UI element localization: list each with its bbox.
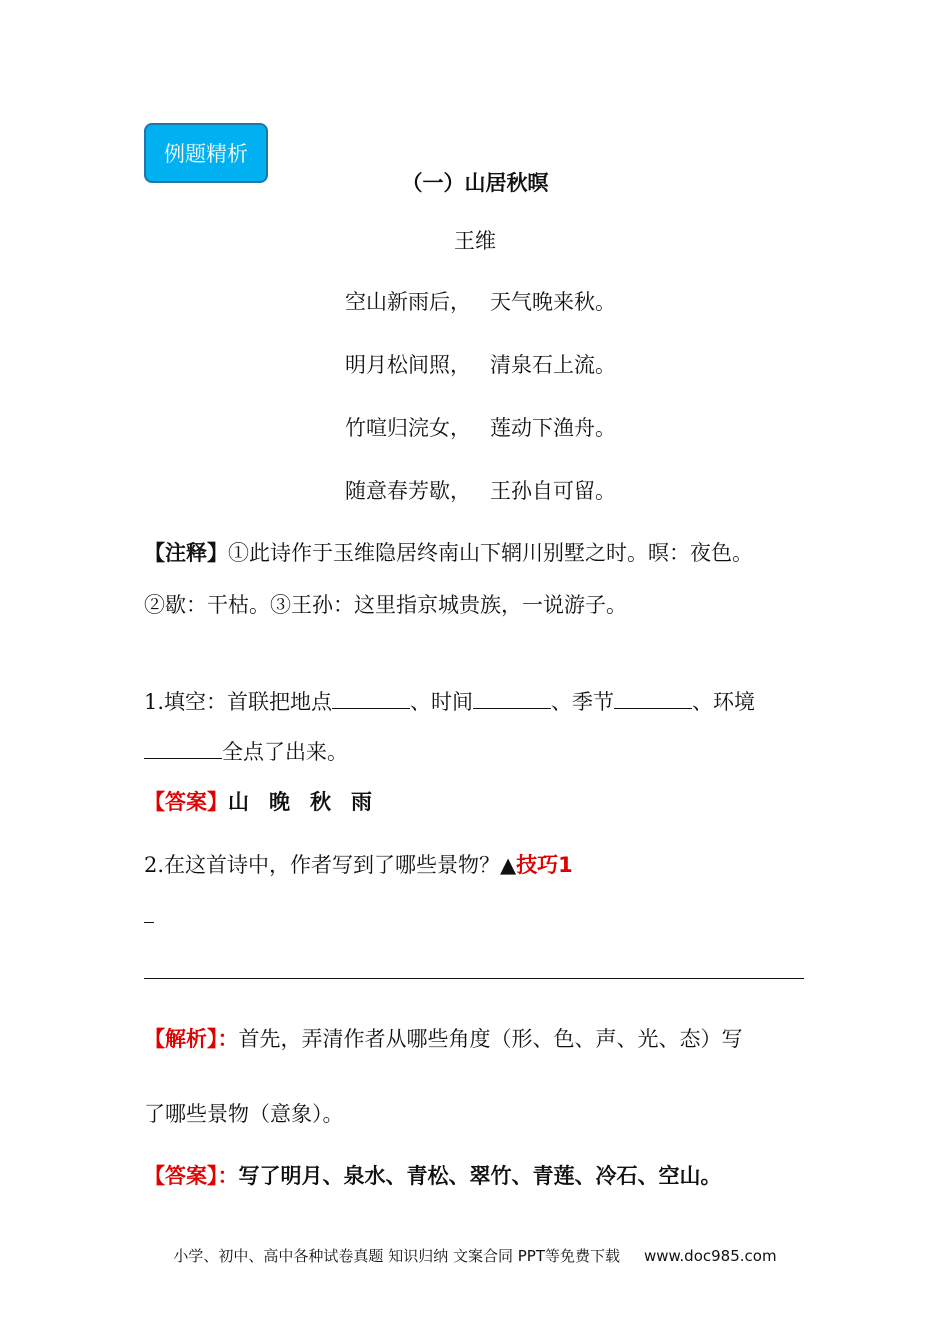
- answer-word: 晚: [269, 790, 290, 814]
- notes-line-2: ②歇：干枯。③王孙：这里指京城贵族，一说游子。: [144, 593, 627, 617]
- q2-analysis-line-2: 了哪些景物（意象）。: [144, 1102, 344, 1126]
- fill-blank-time[interactable]: [473, 690, 551, 709]
- q1-sep-3: 、环境: [692, 690, 756, 714]
- poem-line-first-half: 竹喧归浣女，: [345, 416, 471, 440]
- answer-label: 【答案】：: [144, 1164, 239, 1188]
- poem-author: 王维: [454, 229, 496, 253]
- answer-text: 写了明月、泉水、青松、翠竹、青莲、冷石、空山。: [238, 1164, 722, 1188]
- poem-line: [345, 349, 616, 379]
- poem-line-second-half: 莲动下渔舟。: [490, 416, 616, 440]
- poem-line-first-half: 空山新雨后，: [345, 290, 471, 314]
- q1-sep-1: 、时间: [410, 690, 474, 714]
- footer-url[interactable]: www.doc985.com: [643, 1247, 777, 1265]
- q2-text: 2.在这首诗中，作者写到了哪些景物？▲: [144, 853, 517, 877]
- fill-blank-place[interactable]: [332, 690, 410, 709]
- fill-blank-season[interactable]: [614, 690, 692, 709]
- q2-analysis-line-1: [144, 1023, 743, 1053]
- question-1: [144, 686, 755, 716]
- tip-label: 技巧1: [516, 853, 573, 877]
- answer-word: 雨: [351, 790, 372, 814]
- poem-line-second-half: 清泉石上流。: [490, 353, 616, 377]
- notes-text-1: ①此诗作于玉维隐居终南山下辋川别墅之时。暝：夜色。: [228, 541, 753, 565]
- notes-line-1: [144, 537, 753, 567]
- question-1-continued: [144, 736, 348, 766]
- section-tag: 例题精析: [144, 123, 268, 183]
- analysis-text-1: 首先，弄清作者从哪些角度（形、色、声、光、态）写: [238, 1027, 743, 1051]
- q2-answer: [144, 1160, 722, 1190]
- footer: [0, 1245, 950, 1266]
- question-2: [144, 849, 573, 879]
- poem-line: [345, 412, 616, 442]
- answer-word: 秋: [310, 790, 331, 814]
- poem-line-first-half: 明月松间照，: [345, 353, 471, 377]
- answer-line-start: [144, 922, 154, 923]
- notes-label: 【注释】: [144, 541, 228, 565]
- answer-line[interactable]: [144, 978, 804, 979]
- poem-line-second-half: 王孙自可留。: [490, 479, 616, 503]
- poem-line-second-half: 天气晚来秋。: [490, 290, 616, 314]
- q1-answer: [144, 786, 392, 816]
- analysis-label: 【解析】：: [144, 1027, 239, 1051]
- q1-sep-2: 、季节: [551, 690, 615, 714]
- footer-text: 小学、初中、高中各种试卷真题 知识归纳 文案合同 PPT等免费下载: [173, 1247, 620, 1265]
- poem-line: [345, 475, 616, 505]
- poem-title: （一）山居秋暝: [401, 171, 549, 195]
- answer-label: 【答案】: [144, 790, 228, 814]
- poem-line: [345, 286, 616, 316]
- poem-line-first-half: 随意春芳歇，: [345, 479, 471, 503]
- answer-word: 山: [228, 790, 249, 814]
- q1-prefix: 1.填空：首联把地点: [144, 690, 333, 714]
- q1-suffix: 全点了出来。: [222, 740, 348, 764]
- fill-blank-environment[interactable]: [144, 740, 222, 759]
